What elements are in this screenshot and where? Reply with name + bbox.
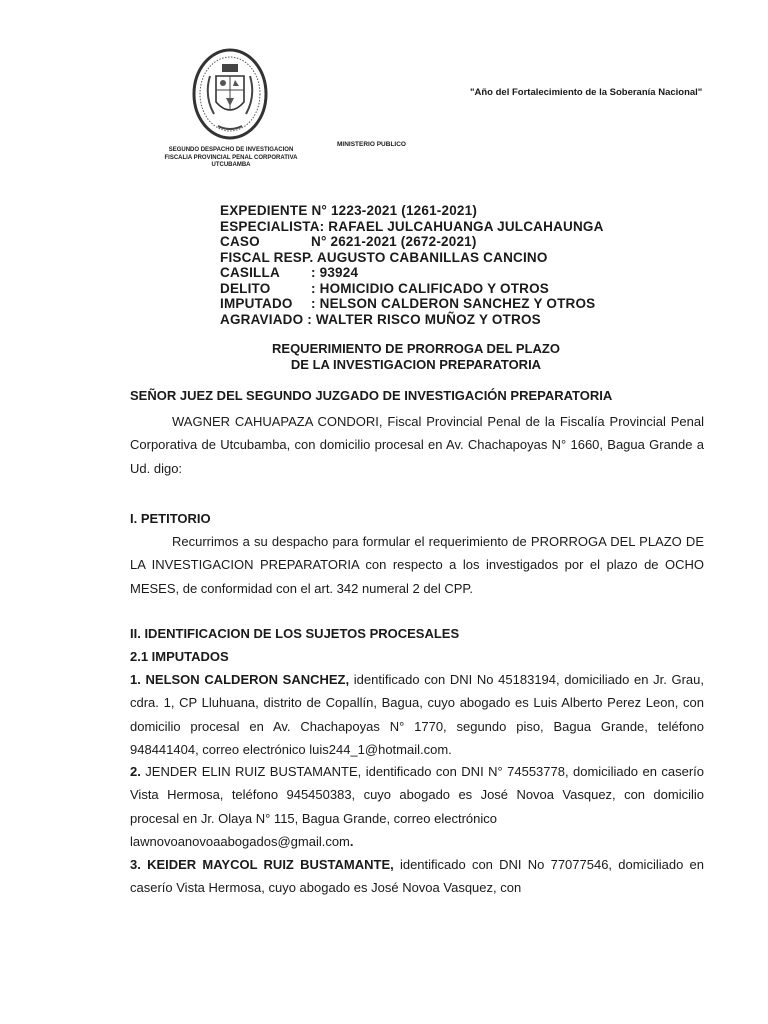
imputado-3-name: 3. KEIDER MAYCOL RUIZ BUSTAMANTE, xyxy=(130,857,394,872)
ministry-name: MINISTERIO PUBLICO xyxy=(337,141,406,148)
delito-line xyxy=(220,281,604,297)
imputado-2-number: 2. xyxy=(130,764,141,779)
addressee: SEÑOR JUEZ DEL SEGUNDO JUZGADO DE INVESTIGACIÓN PREPARATORIA xyxy=(130,388,613,403)
title-line: REQUERIMIENTO DE PRORROGA DEL PLAZO xyxy=(272,341,560,356)
title-line: DE LA INVESTIGACION PREPARATORIA xyxy=(290,356,542,372)
imputado-1-name: 1. NELSON CALDERON SANCHEZ, xyxy=(130,672,350,687)
intro-paragraph xyxy=(130,410,704,480)
imputado-item-1 xyxy=(130,668,704,761)
casilla-value: : 93924 xyxy=(311,265,359,280)
petitorio-body: Recurrimos a su despacho para formular el requerimiento de PRORROGA DEL PLAZO DE LA INVESTIGACION PREPARATORIA con respecto a los investigados por el plazo de OCHO MESES, de conformidad con el art. 342 numeral 2 del CPP. xyxy=(130,534,704,596)
prosecutor-name: WAGNER CAHUAPAZA CONDORI xyxy=(172,414,379,429)
casilla-label: CASILLA xyxy=(220,265,280,280)
coat-of-arms-icon xyxy=(190,46,270,142)
fiscal-line: FISCAL RESP. AUGUSTO CABANILLAS CANCINO xyxy=(220,249,548,265)
imputado-item-2 xyxy=(130,760,704,830)
imputado-2-email-line xyxy=(130,830,704,853)
casilla-line xyxy=(220,265,604,281)
agraviado-line: AGRAVIADO : WALTER RISCO MUÑOZ Y OTROS xyxy=(220,311,541,327)
sujetos-heading: II. IDENTIFICACION DE LOS SUJETOS PROCESALES xyxy=(130,626,460,641)
document-title xyxy=(230,341,602,372)
caso-value: N° 2621-2021 (2672-2021) xyxy=(311,234,477,249)
petitorio-heading: I. PETITORIO xyxy=(130,511,211,526)
year-motto: "Año del Fortalecimiento de la Soberanía Nacional" xyxy=(470,87,703,98)
imputado-line xyxy=(220,296,604,312)
imputado-label: IMPUTADO xyxy=(220,296,293,311)
prosecutor-office-name xyxy=(150,147,312,170)
imputado-2-details: JENDER ELIN RUIZ BUSTAMANTE, identificado con DNI N° 74553778, domiciliado en caserío Vista Hermosa, teléfono 945450383, cuyo abogado es José Novoa Vasquez, con domicilio procesal en Jr. Olaya N° 115, Bagua Grande, correo electrónico xyxy=(130,764,704,826)
office-line: SEGUNDO DESPACHO DE INVESTIGACION xyxy=(168,147,294,153)
imputado-1-details: identificado con DNI No 45183194, domiciliado en Jr. Grau, cdra. 1, CP Lluhuana, distrito de Copallín, Bagua, cuyo abogado es Luis Alberto Perez Leon, con domicilio procesal en Av. Chachapoyas N° 1770, segundo piso, Bagua Grande, teléfono 948441404, correo electrónico luis244_1@hotmail.com. xyxy=(130,672,705,757)
imputado-2-email: lawnovoanovoaabogados@gmail.com xyxy=(130,834,350,849)
intro-text: , Fiscal Provincial Penal de la Fiscalía Provincial Penal Corporativa de Utcubamba, con domicilio procesal en Av. Chachapoyas N° 1660, Bagua Grande a Ud. digo: xyxy=(130,414,704,476)
imputado-item-3 xyxy=(130,853,704,900)
expediente-line: EXPEDIENTE N° 1223-2021 (1261-2021) xyxy=(220,203,478,218)
caso-line xyxy=(220,234,604,250)
case-header xyxy=(220,203,604,327)
office-line: FISCALIA PROVINCIAL PENAL CORPORATIVA xyxy=(164,154,298,161)
especialista-line: ESPECIALISTA: RAFAEL JULCAHUANGA JULCAHAUNGA xyxy=(220,218,604,234)
imputado-3-details: identificado con DNI No 77077546, domiciliado en caserío Vista Hermosa, cuyo abogado es José Novoa Vasquez, con xyxy=(130,857,704,896)
imputados-subheading: 2.1 IMPUTADOS xyxy=(130,649,229,664)
imputado-value: : NELSON CALDERON SANCHEZ Y OTROS xyxy=(311,296,596,311)
delito-value: : HOMICIDIO CALIFICADO Y OTROS xyxy=(311,280,550,296)
caso-label: CASO xyxy=(220,234,260,249)
delito-label: DELITO xyxy=(220,280,271,296)
office-line: UTCUBAMBA xyxy=(211,162,251,168)
imputado-2-end: . xyxy=(349,834,354,849)
